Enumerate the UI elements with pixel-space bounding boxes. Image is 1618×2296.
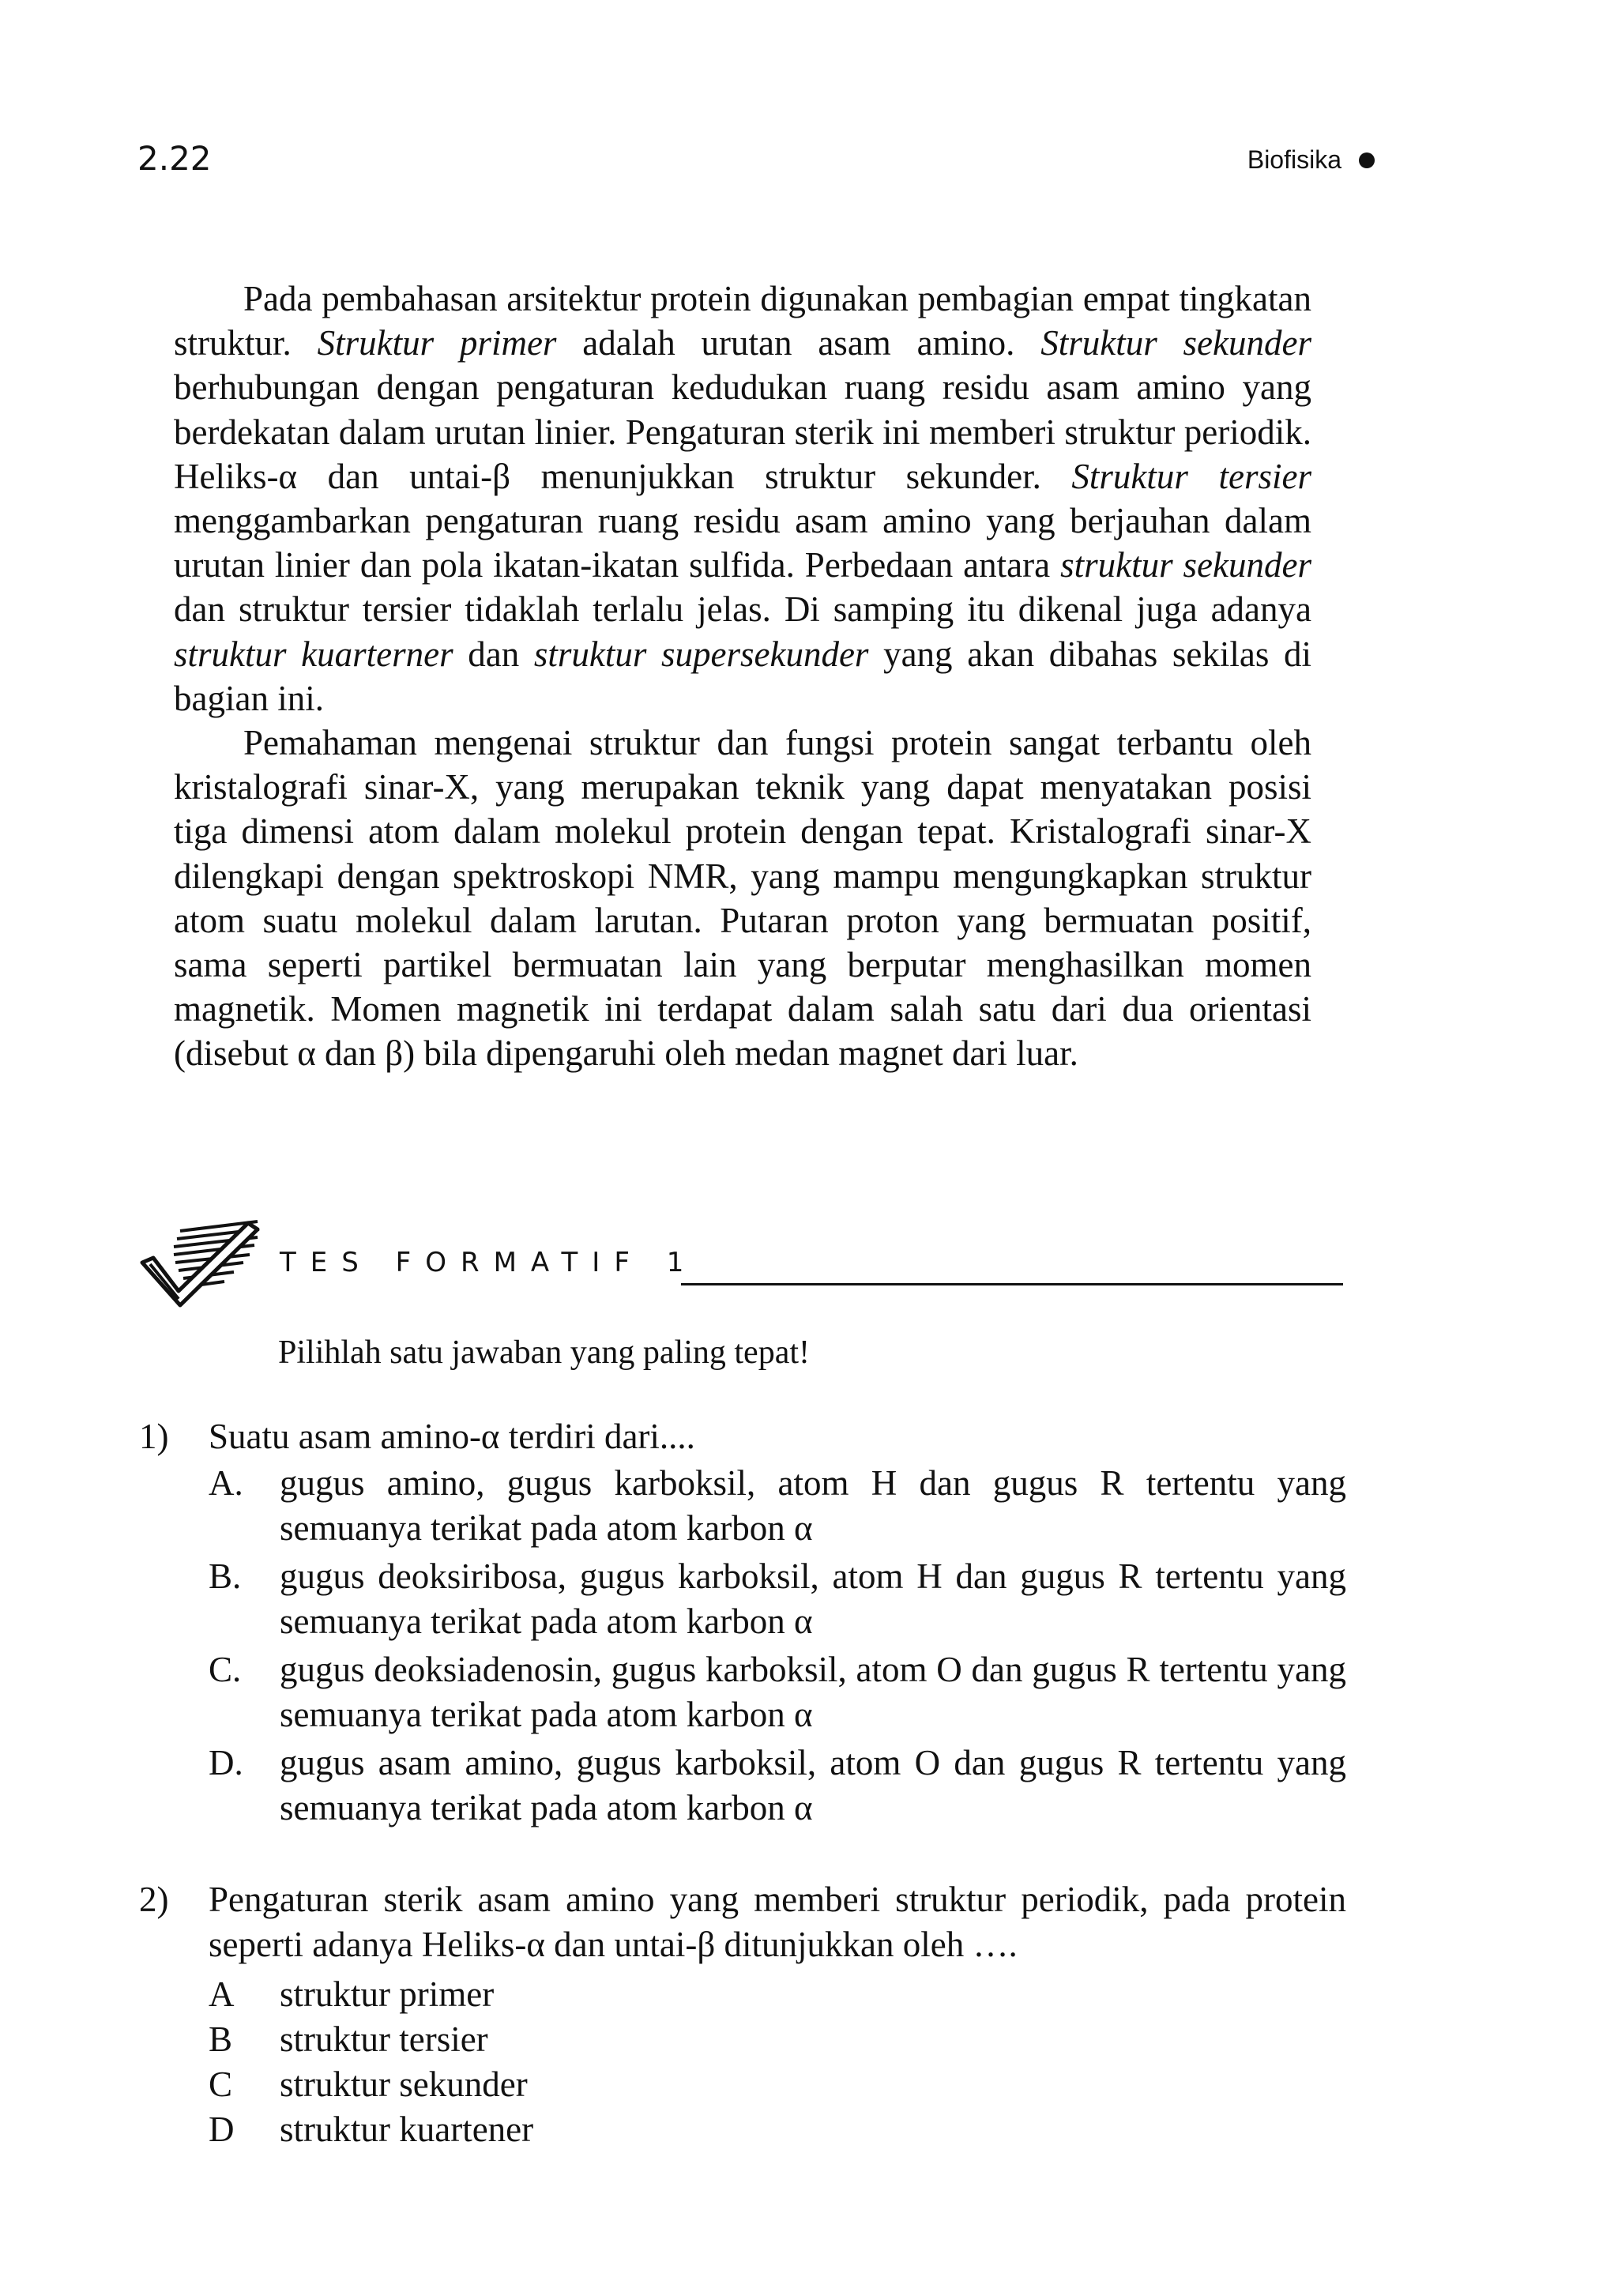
option-text: gugus deoksiribosa, gugus karboksil, atom H dan gugus R tertentu yang semuanya terikat pada atom karbon α <box>280 1556 1346 1641</box>
question-text: Suatu asam amino-α terdiri dari.... <box>209 1417 695 1456</box>
answer-option[interactable] <box>139 2017 1346 2062</box>
option-text: gugus amino, gugus karboksil, atom H dan gugus R tertentu yang semuanya terikat pada atom karbon α <box>280 1463 1346 1548</box>
answer-option[interactable] <box>139 1972 1346 2017</box>
answer-option[interactable] <box>139 2062 1346 2107</box>
option-text: struktur kuartener <box>280 2110 534 2149</box>
option-text: struktur sekunder <box>280 2065 528 2104</box>
question-1 <box>139 1414 1346 1831</box>
running-header <box>1247 145 1375 175</box>
italic-term: struktur kuarterner <box>174 634 453 674</box>
test-instruction: Pilihlah satu jawaban yang paling tepat! <box>278 1334 810 1371</box>
text-run: dan <box>453 634 534 674</box>
book-title: Biofisika <box>1247 145 1341 174</box>
option-text: gugus asam amino, gugus karboksil, atom O dan gugus R tertentu yang semuanya terikat pada atom karbon α <box>280 1743 1346 1827</box>
text-run: menggambarkan pengaturan ruang residu asam amino yang berjauhan dalam urutan linier dan pola ikatan-ikatan sulfida. Perbedaan antara <box>174 501 1311 585</box>
test-title: TES FORMATIF 1 <box>280 1247 698 1278</box>
checkmark-icon <box>139 1214 265 1316</box>
paragraph-2: Pemahaman mengenai struktur dan fungsi protein sangat terbantu oleh kristalografi sinar-X, yang merupakan teknik yang dapat menyatakan posisi tiga dimensi atom dalam molekul protein dengan tepat. Kristalografi sinar-X dilengkapi dengan spektroskopi NMR, yang mampu mengungkapkan struktur atom suatu molekul dalam larutan. Putaran proton yang bermuatan positif, sama seperti partikel bermuatan lain yang berputar menghasilkan momen magnetik. Momen magnetik ini terdapat dalam salah satu dari dua orientasi (disebut α dan β) bila dipengaruhi oleh medan magnet dari luar. <box>174 723 1311 1074</box>
paragraph-1 <box>174 277 1311 721</box>
answer-option[interactable] <box>139 1461 1346 1551</box>
option-letter: D <box>209 2110 235 2149</box>
question-stem <box>139 1414 1346 1459</box>
option-text: struktur primer <box>280 1974 495 2014</box>
italic-term: Struktur tersier <box>1071 456 1311 496</box>
question-stem <box>139 1877 1346 1967</box>
answer-option[interactable] <box>139 2107 1346 2152</box>
question-number: 2) <box>139 1880 169 1919</box>
italic-term: struktur sekunder <box>1060 545 1311 585</box>
text-run: dan struktur tersier tidaklah terlalu jelas. Di samping itu dikenal juga adanya <box>174 589 1311 630</box>
option-letter: A <box>209 1974 235 2014</box>
page-number: 2.22 <box>137 139 212 178</box>
italic-term: struktur supersekunder <box>533 634 869 674</box>
answer-option[interactable] <box>139 1647 1346 1737</box>
bullet-dot-icon <box>1359 152 1375 168</box>
option-letter: C. <box>209 1650 242 1689</box>
italic-term: Struktur primer <box>317 323 557 363</box>
title-rule <box>681 1283 1343 1285</box>
body-text <box>174 277 1311 1076</box>
answer-option[interactable] <box>139 1741 1346 1831</box>
text-run: adalah urutan asam amino. <box>556 323 1041 363</box>
text-run: Pada pembahasan arsitektur protein digunakan pembagian empat tingkatan struktur. <box>174 279 1311 363</box>
answer-option[interactable] <box>139 1554 1346 1644</box>
text-run: yang akan dibahas sekilas di bagian ini. <box>174 634 1311 718</box>
option-letter: D. <box>209 1743 243 1782</box>
question-text: Pengaturan sterik asam amino yang memberi struktur periodik, pada protein seperti adanya Heliks-α dan untai-β ditunjukkan oleh …. <box>209 1880 1346 1964</box>
question-number: 1) <box>139 1417 169 1456</box>
option-letter: B. <box>209 1556 242 1596</box>
italic-term: Struktur sekunder <box>1040 323 1311 363</box>
test-section-header <box>139 1214 1348 1316</box>
option-text: struktur tersier <box>280 2019 488 2059</box>
question-2 <box>139 1877 1346 2152</box>
text-run: berhubungan dengan pengaturan kedudukan ruang residu asam amino yang berdekatan dalam urutan linier. Pengaturan sterik ini memberi struktur periodik. Heliks-α dan untai-β menunjukkan struktur sekunder. <box>174 367 1311 496</box>
option-letter: C <box>209 2065 233 2104</box>
option-letter: A. <box>209 1463 243 1503</box>
option-letter: B <box>209 2019 233 2059</box>
option-text: gugus deoksiadenosin, gugus karboksil, atom O dan gugus R tertentu yang semuanya terikat pada atom karbon α <box>280 1650 1346 1734</box>
